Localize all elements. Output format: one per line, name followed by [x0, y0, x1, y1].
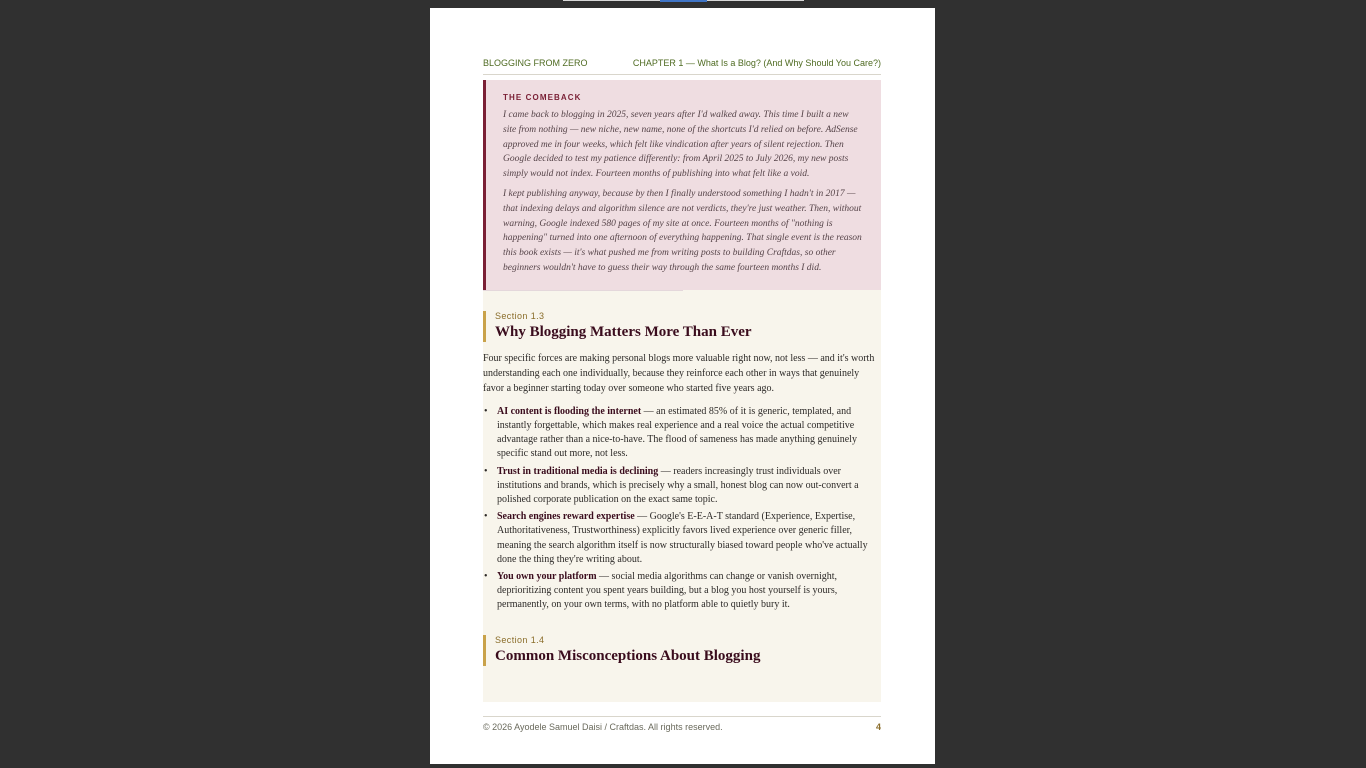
point-text: — social media algorithms can change or vanish overnight, deprioritizing content you spent years building, but a blog you host yourself is yours, permanently, on your own terms, with no platform able to quietly bury it.	[497, 571, 838, 611]
list-item	[483, 510, 881, 567]
list-item	[483, 570, 881, 613]
page-content	[483, 80, 881, 702]
point-heading: Trust in traditional media is declining	[497, 465, 659, 477]
bullet-icon: •	[484, 511, 488, 523]
copyright-notice: © 2026 Ayodele Samuel Daisi / Craftdas. All rights reserved.	[483, 722, 723, 732]
point-text: — Google's E-E-A-T standard (Experience, Expertise, Authoritativeness, Trustworthiness) explicitly favors lived experience over generic filler, meaning the search algorithm itself is now structurally biased toward people who've actually done the thing they're writing about.	[497, 511, 868, 565]
bullet-icon: •	[484, 571, 488, 582]
callout-label: THE COMEBACK	[503, 93, 582, 102]
page-footer	[483, 716, 881, 732]
section-number: Section 1.3	[495, 310, 545, 321]
point-heading: Search engines reward expertise	[497, 511, 635, 523]
list-item	[483, 465, 881, 508]
point-text: — readers increasingly trust individuals over institutions and brands, which is precisely why a small, honest blog can now out-convert a polished corporate publication on the exact same topic.	[497, 465, 859, 505]
bullet-icon: •	[484, 465, 488, 477]
book-title: BLOGGING FROM ZERO	[483, 58, 588, 68]
section-1-4-heading	[483, 635, 881, 666]
viewer-toolbar-active-indicator	[660, 0, 707, 2]
section-1-3-heading	[483, 311, 881, 342]
section-title: Why Blogging Matters More Than Ever	[495, 323, 752, 340]
callout-paragraph: I kept publishing anyway, because by then I finally understood something I hadn't in 2017 — that indexing delays and algorithm silence are not verdicts, they're just weather. Then, without warning, Google indexed 580 pages of my site at once. Fourteen months of "nothing is happening" turned into one afternoon of everything happening. That single event is the reason this book exists — it's what pushed me from writing posts to building Craftdas, so other beginners wouldn't have to guess their way through the same fourteen months I did.	[503, 188, 862, 273]
section-number: Section 1.4	[495, 634, 545, 645]
section-intro: Four specific forces are making personal blogs more valuable right now, not less — and it's worth understanding each one individually, because they reinforce each other in ways that genuinely favor a beginner starting today over someone who started five years ago.	[483, 352, 875, 394]
bullet-icon: •	[484, 405, 488, 417]
point-text: — an estimated 85% of it is generic, templated, and instantly forgettable, which makes real experience and a real voice the actual competitive advantage rather than a nice-to-have. The flood of sameness has made anything genuinely specific stand out more, not less.	[497, 405, 857, 460]
point-heading: You own your platform	[497, 571, 597, 582]
list-item	[483, 405, 881, 462]
running-header	[483, 58, 881, 75]
point-heading: AI content is flooding the internet	[497, 405, 642, 417]
document-page	[430, 8, 935, 764]
callout-paragraph: I came back to blogging in 2025, seven years after I'd walked away. This time I built a new site from nothing — new niche, new name, none of the shortcuts I'd relied on before. AdSense approved me in four weeks, which felt like vindication after years of silent rejection. Then Google decided to test my patience differently: from April 2025 to July 2026, my new posts simply would not index. Fourteen months of publishing into what felt like a void.	[503, 110, 858, 180]
chapter-title: CHAPTER 1 — What Is a Blog? (And Why Should You Care?)	[632, 58, 881, 68]
section-title: Common Misconceptions About Blogging	[495, 647, 761, 664]
page-number: 4	[875, 722, 881, 732]
comeback-callout	[483, 80, 881, 290]
forces-list	[483, 405, 881, 613]
callout-divider	[483, 290, 683, 291]
